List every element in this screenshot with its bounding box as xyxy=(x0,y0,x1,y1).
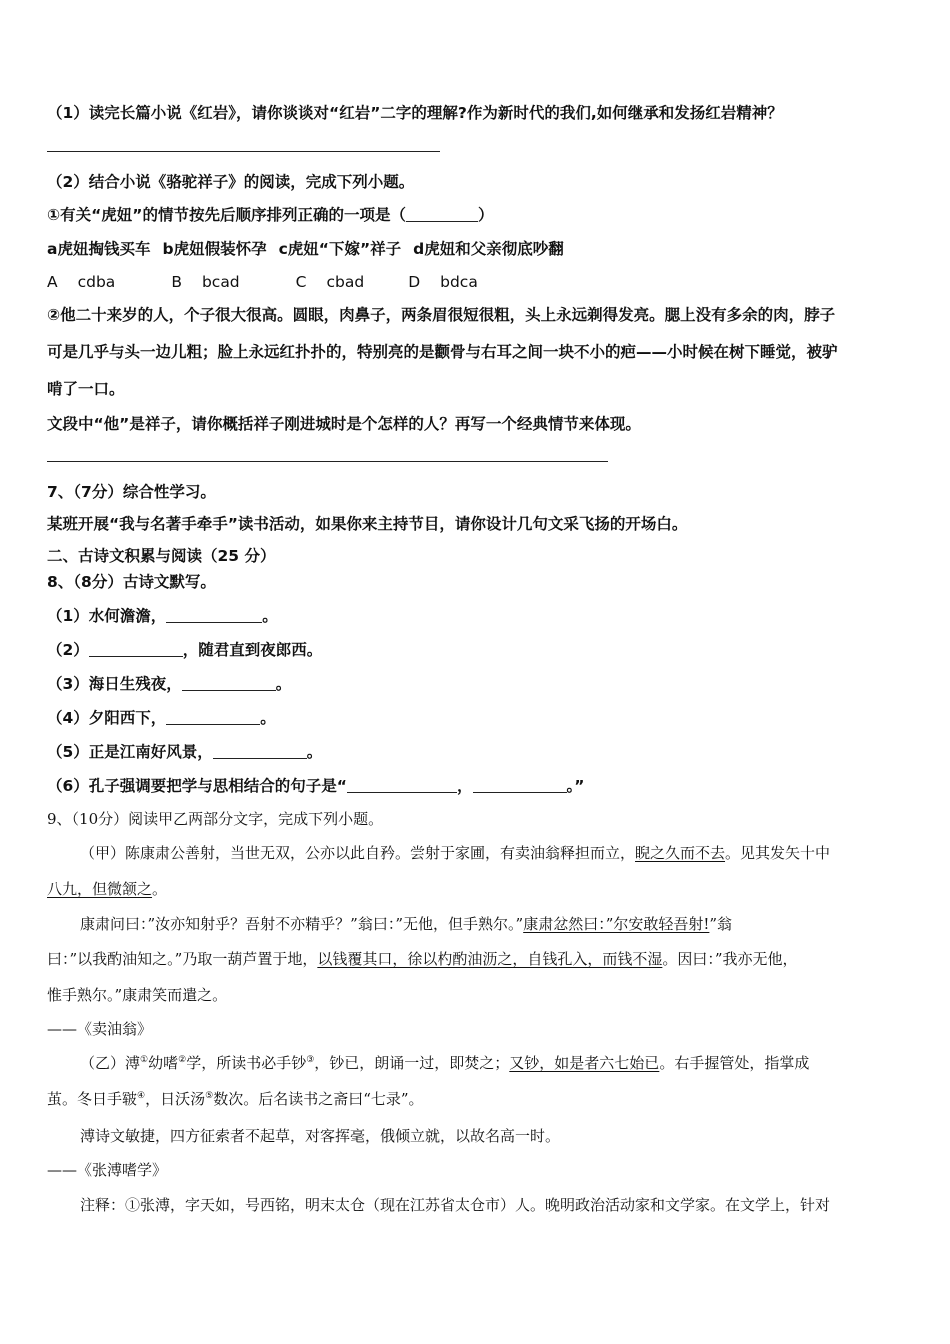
q9-jia-l4-text-2: 。因曰：”我亦无他， xyxy=(662,950,798,968)
option-b-value[interactable]: bcad xyxy=(201,273,240,291)
q8-l1-suffix: 。 xyxy=(262,607,278,625)
q9-jia-underlined-3: 康肃忿然曰：”尔安敢轻吾射! xyxy=(523,915,710,933)
q9-jia-l1-text-2: 。见其发矢十中 xyxy=(725,844,831,862)
q8-l2-suffix: ，随君直到夜郎西。 xyxy=(182,641,323,659)
q9-jia-l3-text-2: ”翁 xyxy=(709,915,733,933)
q9-yi-l2-text-2: ，日沃汤 xyxy=(145,1090,206,1108)
note-marker-5: ⑤ xyxy=(205,1091,214,1101)
q8-l2-blank[interactable] xyxy=(89,641,183,657)
q8-l3-blank[interactable] xyxy=(182,675,276,691)
q9-annotation: 注释：①张溥，字天如，号西铭，明末太仓（现在江苏省太仓市）人。晚明政治活动家和文学家。在文学上，针对 xyxy=(80,1196,831,1214)
option-d-value[interactable]: bdca xyxy=(440,273,478,291)
q6-2-options xyxy=(47,272,478,292)
q9-jia-l1-text: （甲）陈康肃公善射，当世无双，公亦以此自矜。尝射于家圃，有卖油翁释担而立， xyxy=(80,844,636,862)
q6-2-sub1-answer-blank[interactable] xyxy=(406,206,478,222)
q8-line-1 xyxy=(47,606,278,626)
q9-jia-source: ——《卖油翁》 xyxy=(47,1020,153,1038)
q9-jia-line-5: 惟手熟尔。”康肃笑而遣之。 xyxy=(47,986,228,1004)
q9-yi-l2-text-3: 数次。后名读书之斋曰“七录”。 xyxy=(213,1090,424,1108)
q8-line-5 xyxy=(47,742,322,762)
q6-2-passage-line-2: 可是几乎与头一边儿粗；脸上永远红扑扑的，特别亮的是颧骨与右耳之间一块不小的疤——小时候在树下睡觉，被驴 xyxy=(47,343,838,361)
q9-yi-l2-text: 茧。冬日手皲 xyxy=(47,1090,138,1108)
note-marker-3: ③ xyxy=(306,1055,315,1065)
option-d-letter: D xyxy=(408,273,421,291)
q7-body: 某班开展“我与名著手牵手”读书活动，如果你来主持节目，请你设计几句文采飞扬的开场白。 xyxy=(47,515,688,533)
q9-yi-line-3: 溥诗文敏捷，四方征索者不起草，对客挥毫，俄倾立就，以故名高一时。 xyxy=(80,1127,561,1145)
q9-yi-l1-text-2: 幼嗜 xyxy=(148,1054,179,1072)
q8-line-2 xyxy=(47,640,322,660)
q6-2-sub2-question: 文段中“他”是祥子，请你概括祥子刚进城时是个怎样的人？再写一个经典情节来体现。 xyxy=(47,415,641,433)
q9-jia-line-2 xyxy=(47,879,167,899)
q9-yi-line-1 xyxy=(80,1053,809,1073)
q9-yi-underlined-1: 又钞，如是者六七始已 xyxy=(509,1054,660,1072)
q6-1-question: （1）读完长篇小说《红岩》，请你谈谈对“红岩”二字的理解?作为新时代的我们,如何继承和发扬红岩精神？ xyxy=(47,104,783,122)
q8-l6-middle: ， xyxy=(456,777,473,795)
q9-yi-l1-text: （乙）溥 xyxy=(80,1054,141,1072)
event-c: c虎妞“下嫁”祥子 xyxy=(278,240,402,258)
q8-l3-prefix: （3）海日生残夜， xyxy=(47,675,182,693)
q8-l5-blank[interactable] xyxy=(213,743,307,759)
option-b-letter: B xyxy=(171,273,182,291)
q9-jia-l2-text: 。 xyxy=(152,880,168,898)
q6-2-passage-line-1: ②他二十来岁的人，个子很大很高。圆眼，肉鼻子，两条眉很短很粗，头上永远剃得发亮。腮上没有多余的肉，脖子 xyxy=(47,306,836,324)
q7-title: 7、（7分）综合性学习。 xyxy=(47,483,216,501)
q9-yi-l1-text-3: 学，所读书必手钞 xyxy=(186,1054,307,1072)
section2-title: 二、古诗文积累与阅读（25 分） xyxy=(47,547,276,565)
q8-l6-suffix: 。” xyxy=(566,777,585,795)
q6-2-sub1-stem-text: ①有关“虎妞”的情节按先后顺序排列正确的一项是（ xyxy=(47,206,406,224)
q8-l4-prefix: （4）夕阳西下， xyxy=(47,709,167,727)
q8-l6-blank-2[interactable] xyxy=(473,777,567,793)
q9-yi-l1-text-5: 。右手握管处，指掌成 xyxy=(659,1054,810,1072)
q9-jia-line-4 xyxy=(47,949,798,969)
q6-2-sub1-stem xyxy=(47,205,494,225)
q8-l5-suffix: 。 xyxy=(306,743,323,761)
answer-line-q6-1[interactable] xyxy=(47,151,440,152)
option-c-letter: C xyxy=(295,273,307,291)
q8-l6-blank-1[interactable] xyxy=(347,777,457,793)
option-c-value[interactable]: cbad xyxy=(326,273,365,291)
q8-line-6 xyxy=(47,776,584,796)
option-a-letter: A xyxy=(47,273,58,291)
note-marker-1: ① xyxy=(140,1055,149,1065)
q6-2-sub1-stem-close: ） xyxy=(478,206,494,224)
q8-l5-prefix: （5）正是江南好风景， xyxy=(47,743,213,761)
q9-jia-l3-text: 康肃问曰：”汝亦知射乎？吾射不亦精乎？”翁曰：”无他，但手熟尔。” xyxy=(80,915,524,933)
note-marker-2: ② xyxy=(178,1055,187,1065)
q8-l1-blank[interactable] xyxy=(166,607,262,623)
q9-jia-underlined-2: 八九，但微颔之 xyxy=(47,880,153,898)
q9-jia-underlined-4: 以钱覆其口，徐以杓酌油沥之，自钱孔入，而钱不湿 xyxy=(317,950,663,968)
q9-yi-source: ——《张溥嗜学》 xyxy=(47,1161,168,1179)
q8-title: 8、（8分）古诗文默写。 xyxy=(47,573,216,591)
option-a-value[interactable]: cdba xyxy=(77,273,116,291)
q8-line-3 xyxy=(47,674,291,694)
event-d: d虎妞和父亲彻底吵翻 xyxy=(413,240,564,258)
q8-l2-prefix: （2） xyxy=(47,641,89,659)
q9-jia-line-1 xyxy=(80,843,830,863)
q9-jia-l4-text: 曰：”以我酌油知之。”乃取一葫芦置于地， xyxy=(47,950,318,968)
q9-jia-underlined-1: 睨之久而不去 xyxy=(635,844,726,862)
q8-l1-prefix: （1）水何澹澹， xyxy=(47,607,167,625)
q9-title: 9、（10分）阅读甲乙两部分文字，完成下列小题。 xyxy=(47,810,384,828)
q6-2-intro: （2）结合小说《骆驼祥子》的阅读，完成下列小题。 xyxy=(47,173,415,191)
q8-l3-suffix: 。 xyxy=(275,675,292,693)
q8-line-4 xyxy=(47,708,276,728)
q8-l4-suffix: 。 xyxy=(260,709,276,727)
q9-yi-l1-text-4: ，钞已，朗诵一过，即焚之； xyxy=(314,1054,510,1072)
q6-2-events xyxy=(47,239,564,259)
q9-yi-line-2 xyxy=(47,1089,424,1109)
note-marker-4: ④ xyxy=(137,1091,146,1101)
q8-l4-blank[interactable] xyxy=(166,709,260,725)
q9-jia-line-3 xyxy=(80,914,732,934)
event-a: a虎妞掏钱买车 xyxy=(47,240,151,258)
event-b: b虎妞假装怀孕 xyxy=(162,240,267,258)
q6-2-passage-line-3: 啃了一口。 xyxy=(47,380,125,398)
answer-line-q6-2[interactable] xyxy=(47,461,608,462)
q8-l6-prefix: （6）孔子强调要把学与思相结合的句子是“ xyxy=(47,777,347,795)
